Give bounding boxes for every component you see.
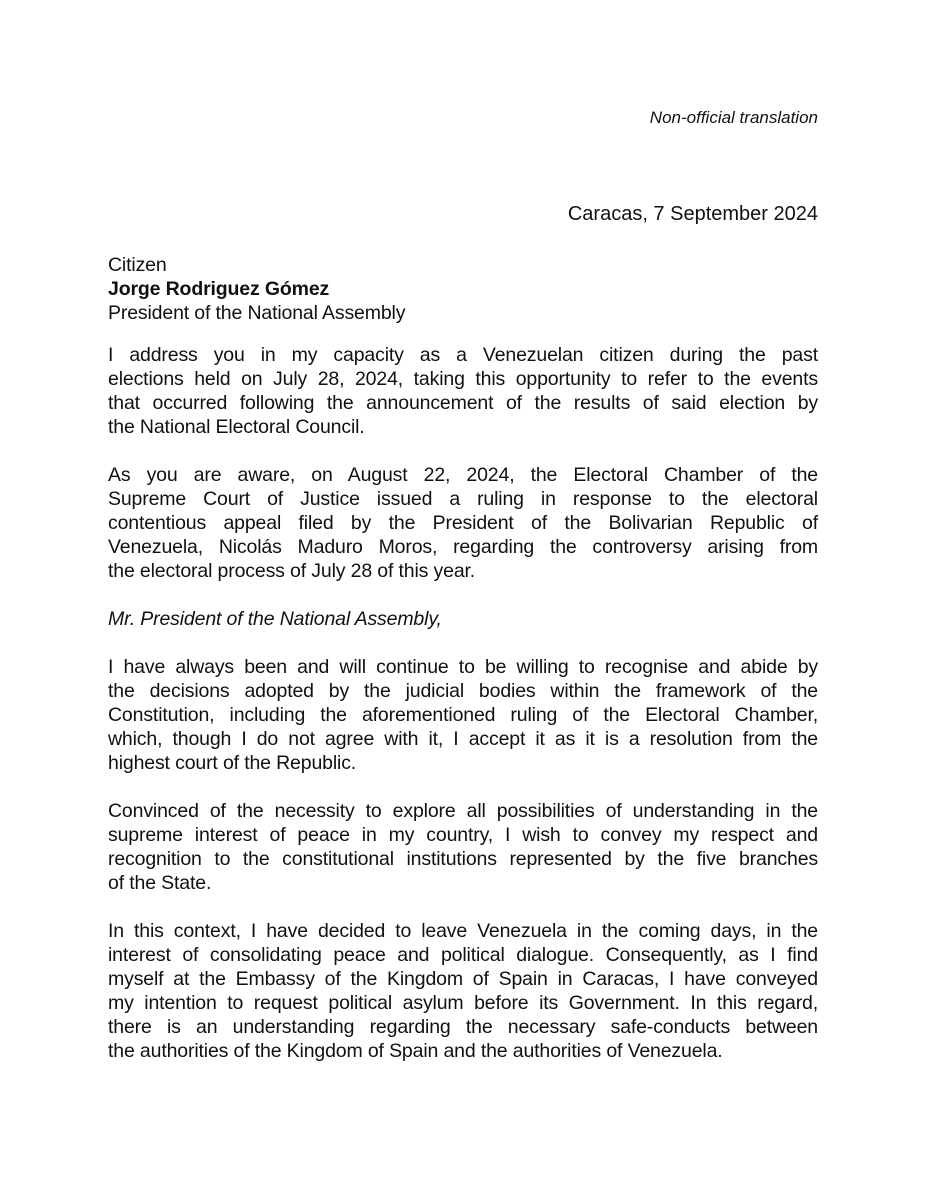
paragraph	[108, 919, 818, 1063]
paragraph-line: elections held on July 28, 2024, taking this opportunity to refer to the events	[108, 368, 818, 390]
paragraph-line: which, though I do not agree with it, I accept it as it is a resolution from the	[108, 728, 818, 750]
paragraph-line: highest court of the Republic.	[108, 752, 357, 774]
paragraph-line: Convinced of the necessity to explore all possibilities of understanding in the	[108, 800, 818, 822]
paragraph-line: there is an understanding regarding the necessary safe-conducts between	[108, 1016, 818, 1038]
paragraph	[108, 607, 818, 631]
paragraph-line: I address you in my capacity as a Venezuelan citizen during the past	[108, 344, 818, 366]
paragraph	[108, 463, 818, 583]
addressee-salutation: Citizen	[108, 254, 167, 276]
paragraph-line: myself at the Embassy of the Kingdom of Spain in Caracas, I have conveyed	[108, 968, 818, 990]
addressee-title: President of the National Assembly	[108, 302, 406, 324]
paragraph-line: I have always been and will continue to be willing to recognise and abide by	[108, 656, 818, 678]
paragraph	[108, 799, 818, 895]
paragraph-line: my intention to request political asylum before its Government. In this regard,	[108, 992, 818, 1014]
paragraph-line: of the State.	[108, 872, 212, 894]
letter-paragraphs	[108, 343, 818, 1063]
paragraph-line: Constitution, including the aforementioned ruling of the Electoral Chamber,	[108, 704, 818, 726]
paragraph-line: contentious appeal filed by the President of the Bolivarian Republic of	[108, 512, 818, 534]
paragraph-line: As you are aware, on August 22, 2024, the Electoral Chamber of the	[108, 464, 818, 486]
paragraph-line: the electoral process of July 28 of this year.	[108, 560, 476, 582]
paragraph-line: Venezuela, Nicolás Maduro Moros, regarding the controversy arising from	[108, 536, 818, 558]
paragraph-line: the decisions adopted by the judicial bodies within the framework of the	[108, 680, 818, 702]
paragraph	[108, 343, 818, 439]
letter-body	[108, 253, 818, 1063]
paragraph-line: Supreme Court of Justice issued a ruling in response to the electoral	[108, 488, 818, 510]
paragraph-line: Mr. President of the National Assembly,	[108, 608, 442, 630]
addressee-name: Jorge Rodriguez Gómez	[108, 278, 330, 300]
paragraph-line: In this context, I have decided to leave Venezuela in the coming days, in the	[108, 920, 818, 942]
paragraph-line: the authorities of the Kingdom of Spain and the authorities of Venezuela.	[108, 1040, 723, 1062]
paragraph-line: the National Electoral Council.	[108, 416, 365, 438]
paragraph-line: supreme interest of peace in my country, I wish to convey my respect and	[108, 824, 818, 846]
paragraph	[108, 655, 818, 775]
translation-note: Non-official translation	[649, 108, 818, 127]
paragraph-line: recognition to the constitutional institutions represented by the five branches	[108, 848, 818, 870]
paragraph-line: that occurred following the announcement of the results of said election by	[108, 392, 818, 414]
letter-date: Caracas, 7 September 2024	[567, 203, 818, 225]
paragraph-line: interest of consolidating peace and political dialogue. Consequently, as I find	[108, 944, 818, 966]
